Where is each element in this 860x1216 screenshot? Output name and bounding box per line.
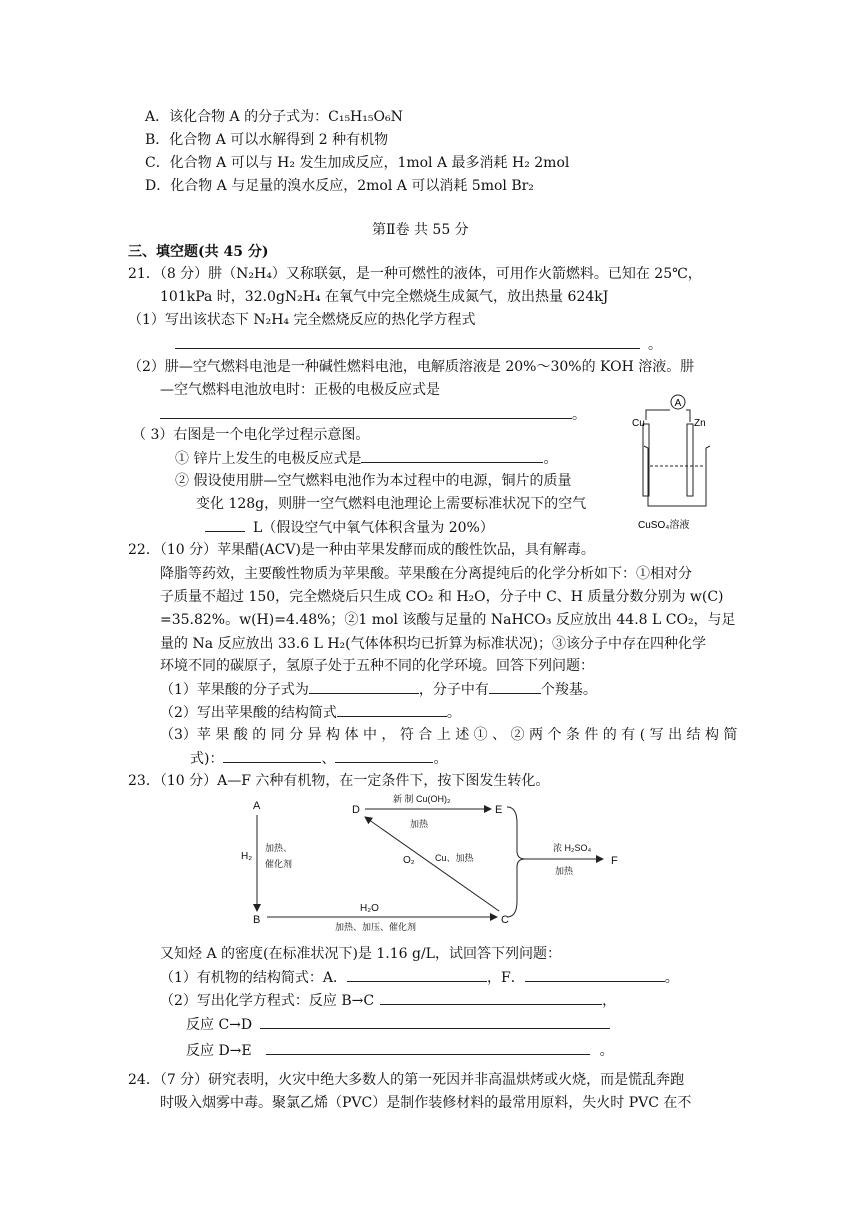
answer-blank[interactable] bbox=[266, 1040, 590, 1055]
answer-blank[interactable] bbox=[525, 967, 665, 982]
punct: 。 bbox=[572, 407, 586, 423]
answer-blank[interactable] bbox=[361, 448, 543, 463]
q23-reaction-cd bbox=[186, 1014, 610, 1035]
q23-line1: 23．（10 分）A—F 六种有机物，在一定条件下，按下图发生转化。 bbox=[128, 773, 550, 789]
answer-blank[interactable] bbox=[347, 967, 487, 982]
option-a: A．该化合物 A 的分子式为：C₁₅H₁₅O₆N bbox=[145, 109, 403, 125]
ammeter bbox=[671, 395, 685, 409]
q22-line3: 子质量不超过 150，完全燃烧后只生成 CO₂ 和 H₂O，分子中 C、H 质量分数分别为 w(C) bbox=[160, 589, 724, 605]
node-c: C bbox=[501, 914, 509, 926]
electrochemical-cell-figure bbox=[626, 388, 732, 538]
label-cat1: 催化剂 bbox=[265, 859, 293, 869]
punct: 。 bbox=[599, 1043, 614, 1059]
q21-line2: 101kPa 时，32.0gN₂H₄ 在氧气中完全燃烧生成氮气，放出热量 624kJ bbox=[160, 289, 609, 305]
q21-part3-b2: 变化 128g，则肼一空气燃料电池理论上需要标准状况下的空气 bbox=[196, 496, 587, 512]
q21-part2-line1: （2）肼—空气燃料电池是一种碱性燃料电池，电解质溶液是 20%～30%的 KOH 溶液。肼 bbox=[128, 359, 695, 375]
node-d: D bbox=[352, 804, 360, 816]
part3-title: 三、填空题(共 45 分) bbox=[128, 244, 269, 260]
q22-part2 bbox=[160, 702, 461, 723]
label-de-top: 新 制 Cu(OH)₂ bbox=[393, 794, 451, 804]
q22-line6: 环境不同的碳原子，氢原子处于五种不同的化学环境。回答下列问题： bbox=[160, 658, 594, 674]
q23-reaction-cd-label: 反应 C→D bbox=[186, 1017, 253, 1033]
q23-part2-text: （2）写出化学方程式：反应 B→C bbox=[160, 993, 375, 1009]
punct: 、 bbox=[321, 751, 336, 767]
answer-blank[interactable] bbox=[223, 748, 321, 763]
answer-blank[interactable] bbox=[260, 1014, 610, 1029]
option-b: B．化合物 A 可以水解得到 2 种有机物 bbox=[145, 132, 389, 148]
q22-part2-text: （2）写出苹果酸的结构简式 bbox=[160, 705, 337, 721]
q22-part3-line2 bbox=[190, 748, 447, 769]
q22-part1-text: （1）苹果酸的分子式为 bbox=[160, 682, 309, 698]
ammeter-label: A bbox=[674, 398, 682, 409]
option-c: C．化合物 A 可以与 H₂ 发生加成反应，1mol A 最多消耗 H₂ 2mol bbox=[145, 155, 570, 171]
q21-part2-answer bbox=[160, 404, 586, 425]
answer-blank[interactable] bbox=[335, 748, 433, 763]
q21-part3-b3 bbox=[205, 517, 494, 538]
option-d: D．化合物 A 与足量的溴水反应，2mol A 可以消耗 5mol Br₂ bbox=[145, 178, 534, 194]
punct: 。 bbox=[648, 337, 662, 353]
punct: ， bbox=[602, 993, 617, 1009]
punct: 。 bbox=[543, 451, 558, 467]
q23-part1-text: （1）有机物的结构简式：A． bbox=[160, 970, 348, 986]
label-de-bottom: 加热 bbox=[410, 819, 429, 829]
arrow-c-to-d bbox=[365, 817, 499, 911]
answer-blank[interactable] bbox=[337, 702, 447, 717]
beaker bbox=[644, 446, 710, 506]
q22-part3-line1: （3）苹 果 酸 的 同 分 异 构 体 中 ， 符 合 上 述 ① 、 ② 两 个 条 件 的 有 ( 写 出 结 构 简 bbox=[160, 727, 738, 743]
q21-part3-a-text: ① 锌片上发生的电极反应式是 bbox=[175, 451, 362, 467]
label-cu-heat: Cu、加热 bbox=[435, 853, 474, 863]
label-h2o: H₂O bbox=[360, 903, 379, 914]
label-h2: H₂ bbox=[241, 851, 253, 862]
brace-e-c bbox=[507, 807, 525, 917]
label-o2: O₂ bbox=[403, 855, 415, 866]
solution-label: CuSO₄溶液 bbox=[638, 520, 690, 531]
q23-part2 bbox=[160, 990, 616, 1011]
punct: 。 bbox=[433, 751, 448, 767]
answer-blank[interactable] bbox=[489, 679, 541, 694]
q21-part2-line2: —空气燃料电池放电时：正极的电极反应式是 bbox=[160, 382, 440, 398]
cu-label: Cu bbox=[632, 418, 645, 429]
answer-blank[interactable] bbox=[309, 679, 419, 694]
q21-part3: （ 3）右图是一个电化学过程示意图。 bbox=[132, 427, 370, 443]
q21-part3-a bbox=[175, 448, 557, 469]
label-heat1: 加热、 bbox=[265, 843, 293, 853]
node-b: B bbox=[253, 914, 261, 926]
node-f: F bbox=[611, 855, 618, 867]
section-title: 第Ⅱ卷 共 55 分 bbox=[372, 222, 469, 238]
q22-part1 bbox=[160, 679, 597, 700]
answer-blank[interactable] bbox=[175, 334, 640, 349]
label-h2so4: 浓 H₂SO₄ bbox=[553, 843, 592, 853]
q21-line1: 21．（8 分）肼（N₂H₄）又称联氨，是一种可燃性的液体，可用作火箭燃料。已知在 25℃， bbox=[128, 266, 702, 282]
q21-part3-b3-text: L（假设空气中氧气体积含量为 20%） bbox=[253, 520, 494, 536]
node-e: E bbox=[495, 804, 503, 816]
answer-blank[interactable] bbox=[380, 990, 602, 1005]
punct: 。 bbox=[664, 970, 679, 986]
answer-blank[interactable] bbox=[160, 404, 572, 419]
q23-part1 bbox=[160, 967, 679, 988]
q21-part3-b1: ② 假设使用肼—空气燃料电池作为本过程中的电源，铜片的质量 bbox=[175, 473, 572, 489]
q22-line1: 22．（10 分）苹果醋(ACV)是一种由苹果发酵而成的酸性饮品，具有解毒。 bbox=[128, 542, 595, 558]
q22-line5: 量的 Na 反应放出 33.6 L H₂(气体体积均已折算为标准状况)；③该分子中存在四种化学 bbox=[160, 636, 707, 652]
zn-label: Zn bbox=[694, 418, 706, 429]
q22-part1-text3: 个羧基。 bbox=[540, 682, 597, 698]
q23-note: 又知烃 A 的密度(在标准状况下)是 1.16 g/L，试回答下列问题： bbox=[160, 946, 561, 962]
wire-right bbox=[686, 410, 690, 422]
q22-line2: 降脂等药效，主要酸性物质为苹果酸。苹果酸在分离提纯后的化学分析如下：①相对分 bbox=[160, 566, 692, 582]
node-a: A bbox=[253, 800, 261, 812]
q22-line4: =35.82%。w(H)=4.48%；②1 mol 该酸与足量的 NaHCO₃ 反应放出 44.8 L CO₂，与足 bbox=[160, 612, 736, 628]
punct: 。 bbox=[446, 705, 461, 721]
q21-part1-answer bbox=[175, 334, 662, 355]
label-f-heat: 加热 bbox=[555, 866, 574, 876]
q23-part1-text2: ，F． bbox=[487, 970, 525, 986]
reaction-scheme-figure bbox=[235, 793, 635, 935]
q23-reaction-de-label: 反应 D→E bbox=[186, 1043, 252, 1059]
zn-electrode bbox=[687, 424, 693, 496]
q23-reaction-de bbox=[186, 1040, 614, 1061]
q21-part1: （1）写出该状态下 N₂H₄ 完全燃烧反应的热化学方程式 bbox=[128, 312, 476, 328]
q22-part1-text2: ，分子中有 bbox=[418, 682, 489, 698]
q22-part3-text: 式)： bbox=[190, 751, 224, 767]
label-bc-cond: 加热、加压、催化剂 bbox=[335, 922, 417, 932]
wire-left bbox=[646, 410, 670, 420]
q24-line1: 24．（7 分）研究表明，火灾中绝大多数人的第一死因并非高温烘烤或火烧，而是慌乱奔跑 bbox=[128, 1072, 685, 1088]
answer-blank[interactable] bbox=[205, 517, 245, 532]
q24-line2: 时吸入烟雾中毒。聚氯乙烯（PVC）是制作装修材料的最常用原料，失火时 PVC 在不 bbox=[160, 1095, 692, 1111]
